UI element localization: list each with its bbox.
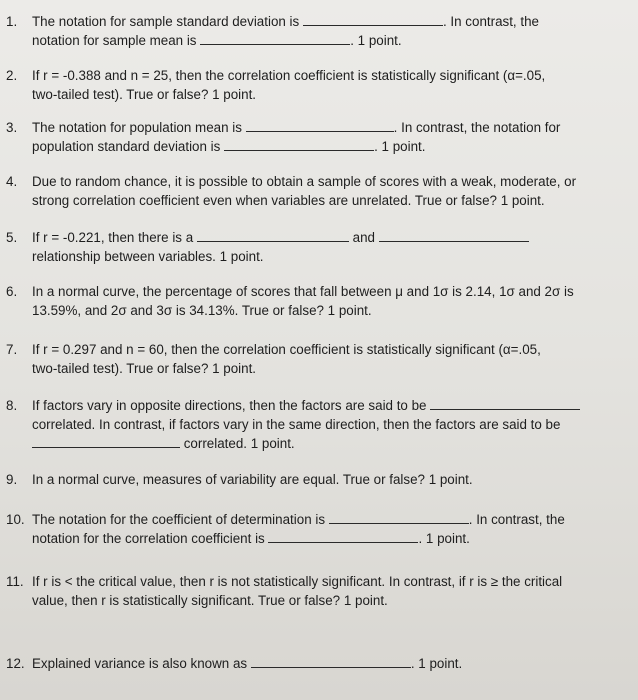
answer-blank[interactable] — [430, 397, 580, 410]
answer-blank[interactable] — [197, 229, 349, 242]
question-text: and — [352, 230, 375, 245]
question-text: Explained variance is also known as — [32, 656, 248, 671]
answer-blank[interactable] — [379, 229, 529, 242]
question-1 — [6, 12, 632, 50]
question-number: 3. — [6, 120, 18, 135]
question-text: 13.59%, and 2σ and 3σ is 34.13%. True or false? 1 point. — [32, 303, 372, 318]
answer-blank[interactable] — [303, 13, 443, 26]
question-11 — [6, 572, 632, 610]
question-text: The notation for sample standard deviation is — [32, 14, 300, 29]
question-number: 4. — [6, 174, 18, 189]
question-2 — [6, 66, 632, 104]
question-number: 12. — [6, 656, 25, 671]
answer-blank[interactable] — [200, 32, 350, 45]
question-text: . In contrast, the — [468, 512, 565, 527]
question-text: If r = -0.221, then there is a — [32, 230, 194, 245]
question-number: 10. — [6, 512, 25, 527]
question-3 — [6, 118, 632, 156]
question-8 — [6, 396, 632, 453]
question-number: 5. — [6, 230, 18, 245]
question-text: value, then r is statistically significant. True or false? 1 point. — [32, 593, 388, 608]
question-12 — [6, 654, 632, 673]
question-number: 8. — [6, 398, 18, 413]
question-text: If r = -0.388 and n = 25, then the correlation coefficient is statistically significant (α=.05, — [32, 68, 546, 83]
answer-blank[interactable] — [329, 511, 469, 524]
question-text: . 1 point. — [418, 531, 470, 546]
question-text: . 1 point. — [350, 33, 402, 48]
question-text: notation for sample mean is — [32, 33, 197, 48]
question-text: notation for the correlation coefficient is — [32, 531, 265, 546]
question-10 — [6, 510, 632, 548]
question-text: The notation for the coefficient of determination is — [32, 512, 326, 527]
question-number: 7. — [6, 342, 18, 357]
question-number: 9. — [6, 472, 18, 487]
question-text: population standard deviation is — [32, 139, 221, 154]
question-number: 6. — [6, 284, 18, 299]
question-number: 11. — [6, 574, 24, 589]
question-number: 2. — [6, 68, 18, 83]
question-text: two-tailed test). True or false? 1 point. — [32, 361, 257, 376]
question-text: The notation for population mean is — [32, 120, 242, 135]
question-text: If factors vary in opposite directions, then the factors are said to be — [32, 398, 427, 413]
answer-blank[interactable] — [246, 119, 394, 132]
answer-blank[interactable] — [224, 138, 374, 151]
question-5 — [6, 228, 632, 266]
question-text: . In contrast, the notation for — [393, 120, 561, 135]
answer-blank[interactable] — [251, 655, 411, 668]
question-text: . 1 point. — [374, 139, 426, 154]
question-text: If r is < the critical value, then r is not statistically significant. In contrast, if r is ≥ the critical — [32, 574, 563, 589]
question-text: relationship between variables. 1 point. — [32, 249, 264, 264]
question-text: correlated. 1 point. — [183, 436, 295, 451]
question-4 — [6, 172, 632, 210]
answer-blank[interactable] — [32, 435, 180, 448]
question-text: strong correlation coefficient even when variables are unrelated. True or false? 1 point. — [32, 193, 545, 208]
question-9 — [6, 470, 632, 489]
answer-blank[interactable] — [268, 530, 418, 543]
question-text: two-tailed test). True or false? 1 point. — [32, 87, 257, 102]
question-number: 1. — [6, 14, 18, 29]
question-6 — [6, 282, 632, 320]
question-text: In a normal curve, the percentage of scores that fall between μ and 1σ is 2.14, 1σ and 2σ is — [32, 284, 574, 299]
question-text: In a normal curve, measures of variability are equal. True or false? 1 point. — [32, 472, 473, 487]
question-text: If r = 0.297 and n = 60, then the correlation coefficient is statistically significant (α=.05, — [32, 342, 541, 357]
question-text: . 1 point. — [410, 656, 463, 671]
question-text: Due to random chance, it is possible to obtain a sample of scores with a weak, moderate, or — [32, 174, 577, 189]
question-text: correlated. In contrast, if factors vary in the same direction, then the factors are said to be — [32, 417, 561, 432]
question-text: . In contrast, the — [442, 14, 539, 29]
question-7 — [6, 340, 632, 378]
